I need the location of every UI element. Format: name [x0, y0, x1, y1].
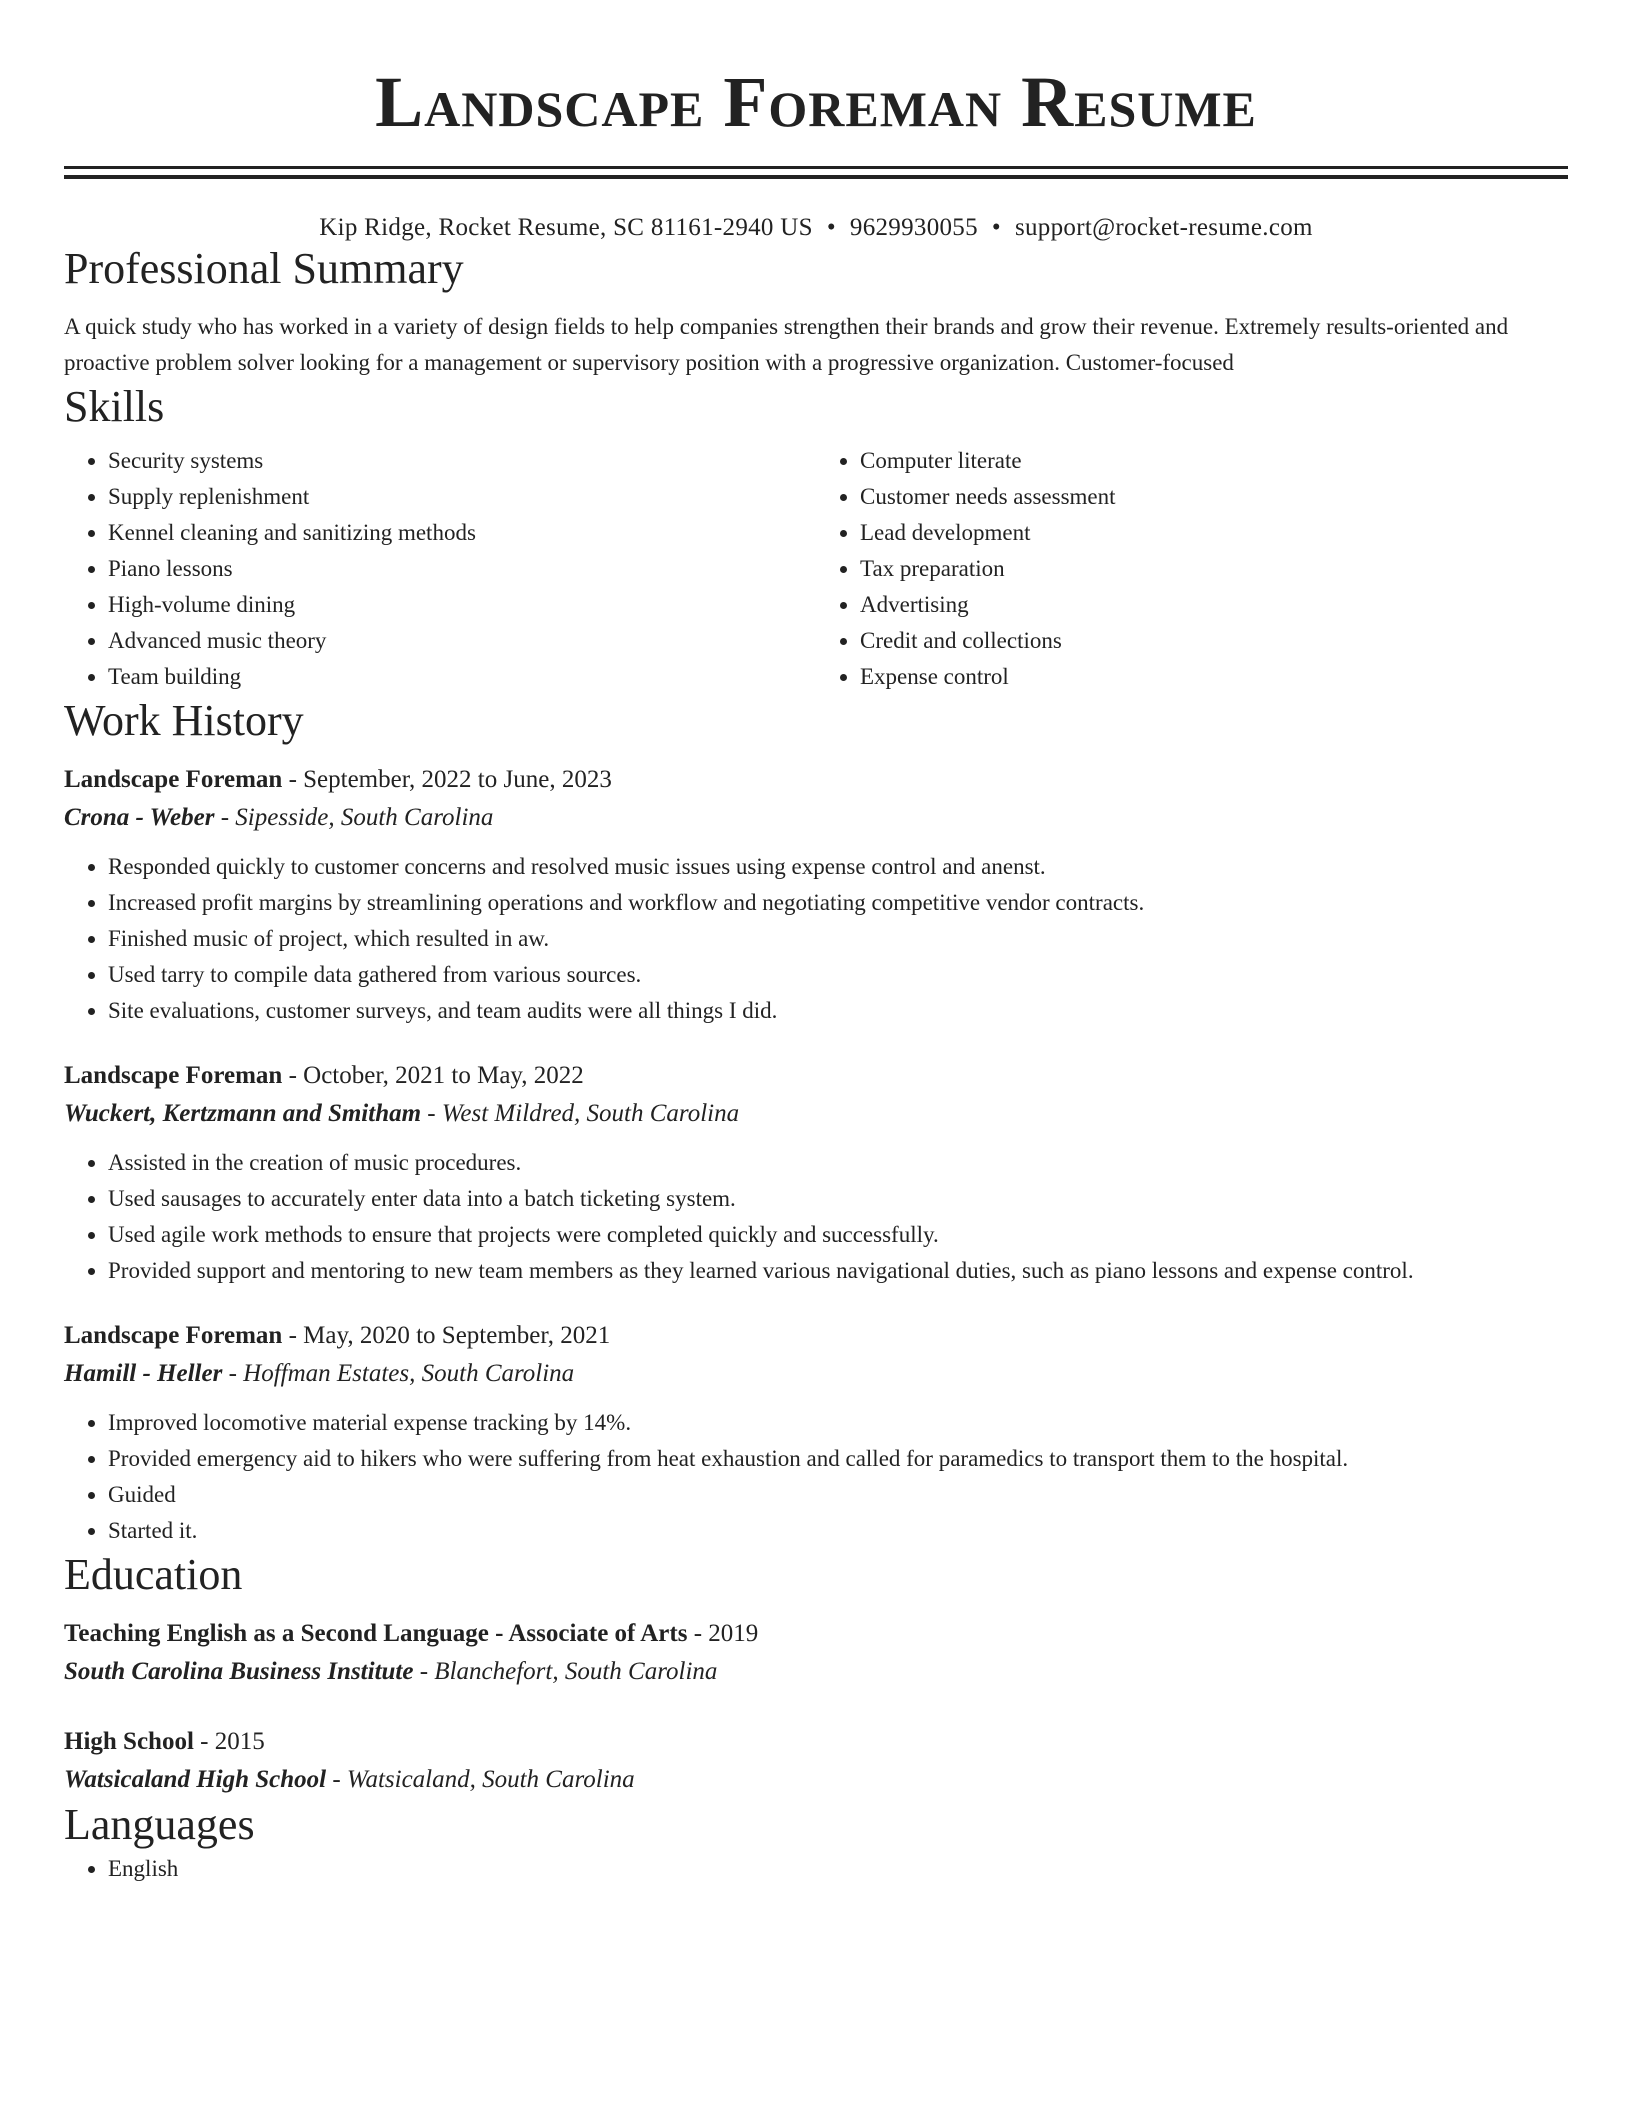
skill-item: • Credit and collections [860, 623, 1568, 659]
job-title-line [64, 1317, 1568, 1355]
job-company-line [64, 799, 1568, 837]
job-entry [64, 1317, 1568, 1549]
duty-item: • Site evaluations, customer surveys, and team audits were all things I did. [108, 993, 1568, 1029]
duty-item: • Used agile work methods to ensure that projects were completed quickly and successfully. [108, 1217, 1568, 1253]
degree-year: - 2019 [687, 1620, 759, 1647]
job-title-line [64, 761, 1568, 799]
job-dates: - October, 2021 to May, 2022 [282, 1062, 584, 1089]
degree-name: Teaching English as a Second Language - Associate of Arts [64, 1620, 688, 1647]
skill-item: • Tax preparation [860, 551, 1568, 587]
language-item: • English [108, 1851, 1568, 1887]
job-dates: - May, 2020 to September, 2021 [282, 1322, 611, 1349]
duty-item: • Assisted in the creation of music procedures. [108, 1145, 1568, 1181]
skill-item: • Customer needs assessment [860, 479, 1568, 515]
contact-phone: 9629930055 [849, 214, 978, 241]
job-location: - West Mildred, South Carolina [421, 1100, 740, 1127]
degree-name: High School [64, 1728, 194, 1755]
skill-item: • Kennel cleaning and sanitizing methods [108, 515, 816, 551]
job-title-line [64, 1057, 1568, 1095]
job-company-line [64, 1095, 1568, 1133]
skill-item: • Piano lessons [108, 551, 816, 587]
skill-item: • Computer literate [860, 443, 1568, 479]
title-divider [64, 166, 1568, 179]
job-role: Landscape Foreman [64, 1322, 283, 1349]
bullet-separator: • [991, 214, 1001, 241]
duty-item: • Finished music of project, which resulted in aw. [108, 921, 1568, 957]
school-line [64, 1653, 1568, 1691]
job-role: Landscape Foreman [64, 766, 283, 793]
duty-item: • Provided support and mentoring to new team members as they learned various navigational duties, such as piano lessons and expense control. [108, 1253, 1568, 1289]
education-entry [64, 1723, 1568, 1799]
summary-text: A quick study who has worked in a variety of design fields to help companies strengthen their brands and grow their revenue. Extremely results-oriented and proactive problem solver looking for a management or supervisory position with a progressive organization. Customer-focused [64, 314, 1509, 375]
school-location: - Watsicaland, South Carolina [326, 1766, 635, 1793]
job-entry [64, 1057, 1568, 1289]
degree-year: - 2015 [193, 1728, 265, 1755]
skills-list-right [816, 443, 1568, 695]
job-company: Crona - Weber [64, 804, 215, 831]
job-location: - Hoffman Estates, South Carolina [222, 1360, 575, 1387]
resume-title: Landscape Foreman Resume [375, 62, 1257, 142]
education-heading: Education [64, 1550, 243, 1599]
job-company: Hamill - Heller [64, 1360, 223, 1387]
duty-item: • Used tarry to compile data gathered from various sources. [108, 957, 1568, 993]
work-history-heading: Work History [64, 696, 304, 745]
skill-item: • Lead development [860, 515, 1568, 551]
skill-item: • Supply replenishment [108, 479, 816, 515]
contact-line [64, 213, 1568, 243]
duty-item: • Improved locomotive material expense tracking by 14%. [108, 1405, 1568, 1441]
skill-item: • Team building [108, 659, 816, 695]
skills-columns [64, 443, 1568, 695]
job-duties [64, 1145, 1568, 1289]
job-role: Landscape Foreman [64, 1062, 283, 1089]
duty-item: • Responded quickly to customer concerns and resolved music issues using expense control and anenst. [108, 849, 1568, 885]
skill-item: • Advanced music theory [108, 623, 816, 659]
job-entry [64, 761, 1568, 1029]
bullet-separator: • [826, 214, 836, 241]
education-entry [64, 1615, 1568, 1691]
job-company: Wuckert, Kertzmann and Smitham [64, 1100, 422, 1127]
degree-line [64, 1723, 1568, 1761]
skills-heading: Skills [64, 382, 165, 431]
job-dates: - September, 2022 to June, 2023 [282, 766, 612, 793]
contact-email: support@rocket-resume.com [1014, 214, 1313, 241]
job-duties [64, 1405, 1568, 1549]
contact-address: Kip Ridge, Rocket Resume, SC 81161-2940 US [319, 214, 813, 241]
skill-item: • High-volume dining [108, 587, 816, 623]
degree-line [64, 1615, 1568, 1653]
job-duties [64, 849, 1568, 1029]
skill-item: • Security systems [108, 443, 816, 479]
skills-list-left [64, 443, 816, 695]
duty-item: • Guided [108, 1477, 1568, 1513]
skill-item: • Advertising [860, 587, 1568, 623]
job-location: - Sipesside, South Carolina [214, 804, 494, 831]
languages-heading: Languages [64, 1800, 255, 1849]
duty-item: • Used sausages to accurately enter data into a batch ticketing system. [108, 1181, 1568, 1217]
duty-item: • Increased profit margins by streamlining operations and workflow and negotiating competitive vendor contracts. [108, 885, 1568, 921]
duty-item: • Provided emergency aid to hikers who were suffering from heat exhaustion and called for paramedics to transport them to the hospital. [108, 1441, 1568, 1477]
school-line [64, 1761, 1568, 1799]
job-company-line [64, 1355, 1568, 1393]
skill-item: • Expense control [860, 659, 1568, 695]
duty-item: • Started it. [108, 1513, 1568, 1549]
languages-list [64, 1851, 1568, 1887]
school-location: - Blanchefort, South Carolina [413, 1658, 718, 1685]
school-name: Watsicaland High School [64, 1766, 327, 1793]
summary-heading: Professional Summary [64, 244, 464, 293]
school-name: South Carolina Business Institute [64, 1658, 414, 1685]
